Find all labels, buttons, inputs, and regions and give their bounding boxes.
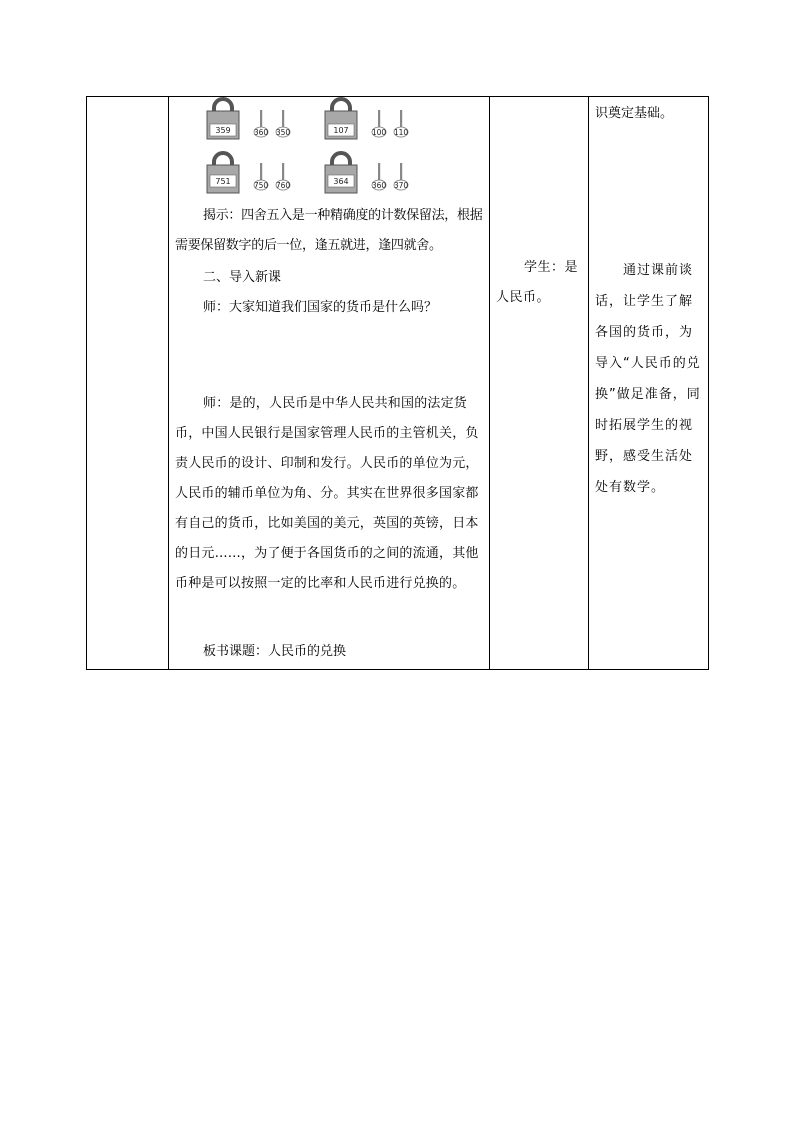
lock [207, 153, 239, 193]
board-title: 板书课题：人民币的兑换 [203, 644, 347, 659]
key[interactable] [254, 110, 269, 137]
key-icon [260, 110, 262, 128]
key[interactable] [276, 163, 291, 190]
key-number: 360 [371, 181, 387, 190]
lock-key-puzzle [169, 97, 489, 197]
student-activity-cell [490, 97, 589, 670]
lock [325, 99, 357, 139]
key-icon [378, 110, 380, 128]
step-cell [87, 97, 169, 670]
key[interactable] [276, 110, 291, 137]
key-number: 100 [371, 128, 387, 137]
key-icon [282, 163, 284, 181]
lesson-plan-table [86, 96, 709, 670]
key[interactable] [372, 163, 387, 190]
lock [325, 153, 357, 193]
key[interactable] [254, 163, 269, 190]
key-number: 110 [393, 128, 409, 137]
teacher-activity-cell [169, 97, 490, 670]
lock-number: 751 [215, 177, 231, 186]
design-intent-text: 通过课前谈话，让学生了解各国的货币，为导入“人民币的兑换”做足准备，同时拓展学生的视野，感受生活处处有数学。 [595, 263, 701, 495]
key-number: 360 [253, 128, 269, 137]
key-number: 760 [275, 181, 291, 190]
design-intent-cell [589, 97, 709, 670]
key-number: 350 [275, 128, 291, 137]
key[interactable] [394, 110, 409, 137]
key-icon [260, 163, 262, 181]
student-response: 学生：是人民币。 [496, 260, 579, 305]
key[interactable] [372, 110, 387, 137]
key-icon [400, 110, 402, 128]
lock [207, 99, 239, 139]
key-icon [400, 163, 402, 181]
teacher-explanation: 师：是的，人民币是中华人民共和国的法定货币，中国人民银行是国家管理人民币的主管机关，负责人民币的设计、印制和发行。人民币的单位为元，人民币的辅币单位为角、分。其实在世界很多国家都有自己的货币，比如美国的美元，英国的英镑，日本的日元……，为了便于各国货币的之间的流通，其他币种是可以按照一定的比率和人民币进行兑换的。 [175, 396, 479, 591]
key-icon [282, 110, 284, 128]
teacher-question: 师：大家知道我们国家的货币是什么吗？ [203, 300, 438, 315]
key-number: 370 [393, 181, 409, 190]
design-continued-text: 识奠定基础。 [595, 106, 674, 121]
key-number: 750 [253, 181, 269, 190]
lock-number: 364 [333, 177, 349, 186]
lock-number: 107 [333, 126, 349, 135]
rounding-reveal-text: 揭示：四舍五入是一种精确度的计数保留法，根据需要保留数字的后一位，逢五就进，逢四就舍。 [175, 208, 483, 253]
key[interactable] [394, 163, 409, 190]
table-row [87, 97, 709, 670]
section-heading: 二、导入新课 [203, 270, 282, 285]
lock-number: 359 [215, 126, 231, 135]
key-icon [378, 163, 380, 181]
